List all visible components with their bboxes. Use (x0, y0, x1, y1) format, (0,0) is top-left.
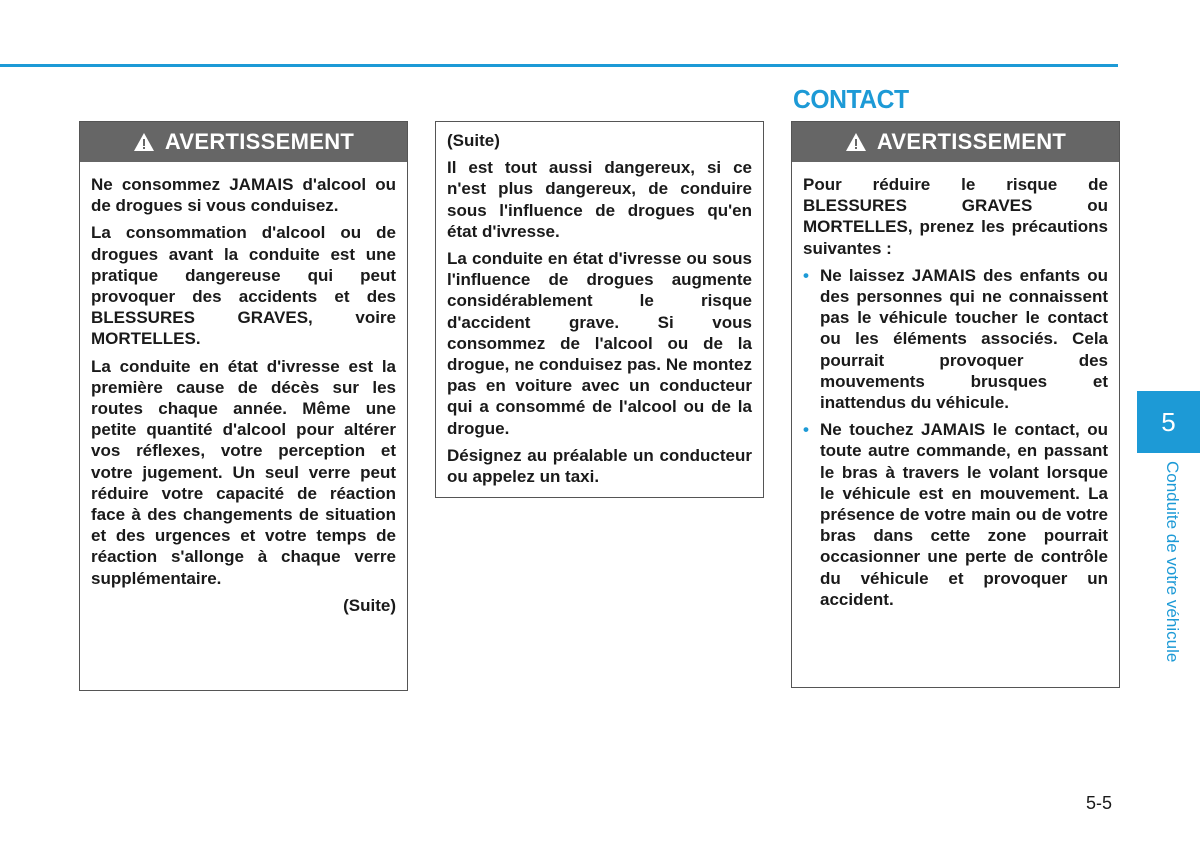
warning-header (792, 122, 1119, 162)
bullet-marker: • (803, 420, 809, 440)
bullet-text: Ne touchez JAMAIS le contact, ou toute autre commande, en passant le bras à travers le volant lorsque le véhicule est en mouvement. La présence de votre main ou de votre bras dans cette zone pourrait occasionner une perte de contrôle du véhicule et provoquer un accident. (820, 420, 1108, 609)
bullet-marker: • (803, 265, 809, 285)
chapter-label: Conduite de votre véhicule (1163, 461, 1182, 663)
warning-box-continued (435, 121, 764, 498)
warning-title: AVERTISSEMENT (164, 129, 355, 154)
warning-box-left (79, 121, 408, 691)
continued-label: (Suite) (447, 131, 500, 150)
warning-paragraph: Il est tout aussi dangereux, si ce n'est plus dangereux, de conduire sous l'influence de drogues qu'en état d'ivresse. (447, 158, 752, 241)
warning-paragraph: La consommation d'alcool ou de drogues avant la conduite est une pratique dangereuse qui peut provoquer des accidents et des BLESSURES GRAVES, voire MORTELLES. (91, 223, 396, 349)
warning-intro: Pour réduire le risque de BLESSURES GRAVES ou MORTELLES, prenez les précautions suivantes : (803, 175, 1108, 258)
top-rule (0, 64, 1118, 67)
warning-title: AVERTISSEMENT (876, 129, 1067, 154)
chapter-tab: 5 (1137, 391, 1200, 453)
bullet-list (803, 265, 1108, 610)
section-title: CONTACT (793, 84, 909, 114)
warning-paragraph: Ne consommez JAMAIS d'alcool ou de drogues si vous conduisez. (91, 175, 396, 216)
warning-triangle-icon (133, 132, 155, 152)
continued-label: (Suite) (343, 595, 396, 615)
warning-box-right (791, 121, 1120, 688)
warning-body (80, 162, 407, 630)
bullet-item (803, 265, 1108, 413)
bullet-text: Ne laissez JAMAIS des enfants ou des personnes qui ne connaissent pas le véhicule toucher le contact ou les éléments associés. Cela pourrait provoquer des mouvements brusques et inattendus du véhicule. (820, 265, 1108, 413)
warning-header (80, 122, 407, 162)
warning-triangle-icon (845, 132, 867, 152)
warning-body (436, 122, 763, 501)
warning-paragraph: Désignez au préalable un conducteur ou appelez un taxi. (447, 445, 752, 487)
bullet-item (803, 419, 1108, 610)
warning-paragraph: La conduite en état d'ivresse ou sous l'influence de drogues augmente considérablement le risque d'accident grave. Si vous consommez de l'alcool ou de la drogue, ne conduisez pas. Ne montez pas en voiture avec un conducteur qui a consommé de l'alcool ou de la drogue. (447, 249, 752, 438)
warning-paragraph: La conduite en état d'ivresse est la première cause de décès sur les routes chaque année. Même une petite quantité d'alcool pour altérer vos réflexes, votre perception et votre jugement. Un seul verre peut réduire votre capacité de réaction face à des changements de situation et des urgences et votre temps de réaction s'allonge à chaque verre supplémentaire. (91, 356, 396, 588)
warning-body (792, 162, 1119, 624)
page-number: 5-5 (1086, 793, 1113, 813)
